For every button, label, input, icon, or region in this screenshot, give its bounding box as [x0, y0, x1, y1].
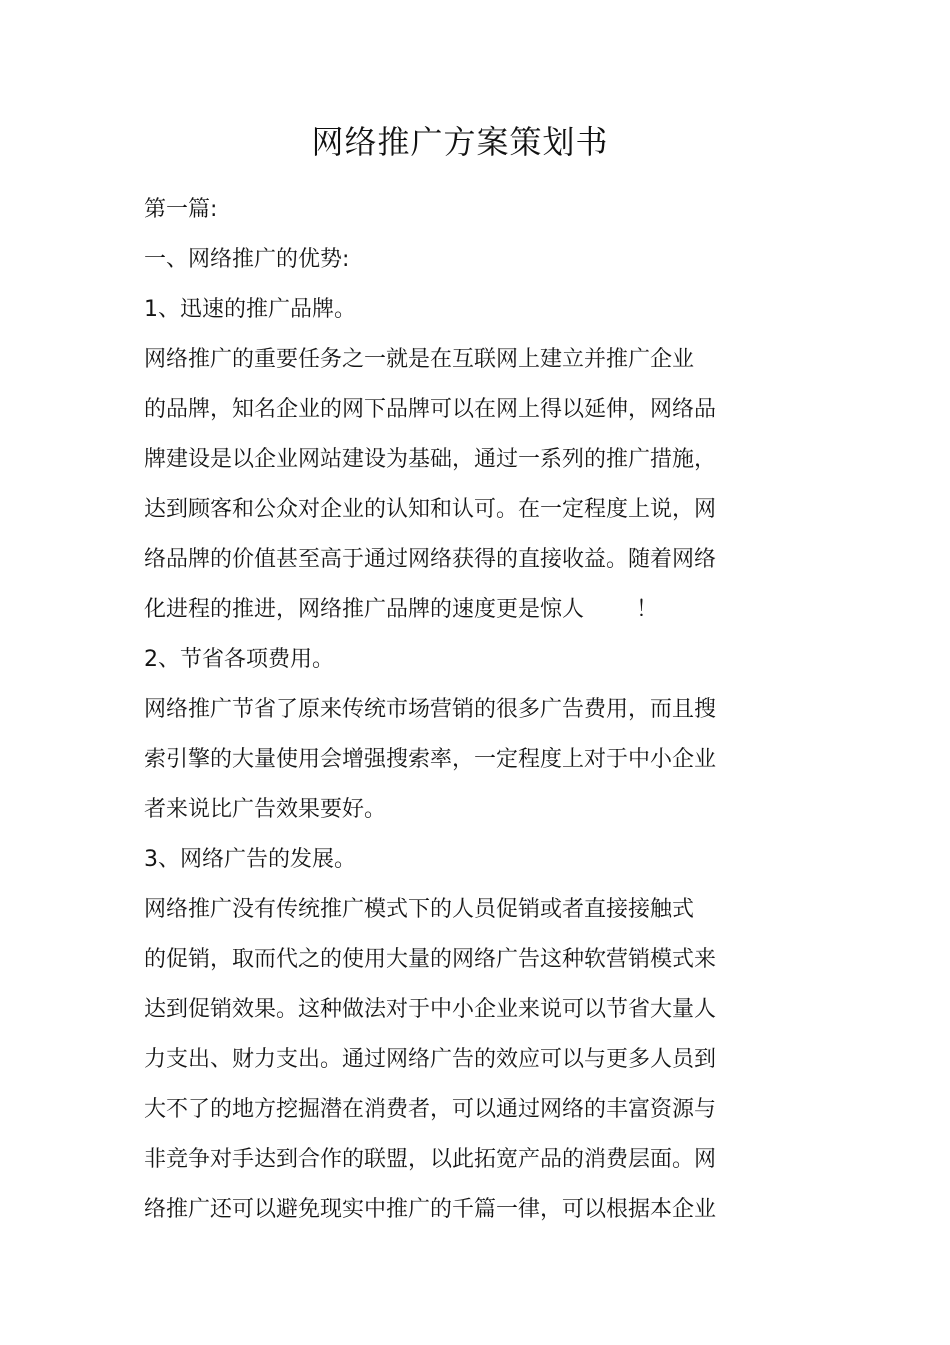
- paragraph-line: 络品牌的价值甚至高于通过网络获得的直接收益。随着网络: [144, 547, 717, 572]
- paragraph-line: 者来说比广告效果要好。: [144, 797, 387, 822]
- item-heading: 1、迅速的推广品牌。: [144, 297, 356, 322]
- subsection-heading: 一、网络推广的优势:: [144, 247, 350, 272]
- paragraph-line-text: 化进程的推进，网络推广品牌的速度更是惊人: [144, 597, 585, 622]
- paragraph-line: 的促销，取而代之的使用大量的网络广告这种软营销模式来: [144, 947, 717, 972]
- paragraph-line: 网络推广没有传统推广模式下的人员促销或者直接接触式: [144, 897, 695, 922]
- paragraph-line: 索引擎的大量使用会增强搜索率，一定程度上对于中小企业: [144, 747, 717, 772]
- paragraph-line: 力支出、财力支出。通过网络广告的效应可以与更多人员到: [144, 1047, 717, 1072]
- paragraph-line: 非竞争对手达到合作的联盟，以此拓宽产品的消费层面。网: [144, 1147, 717, 1172]
- paragraph-line: 大不了的地方挖掘潜在消费者，可以通过网络的丰富资源与: [144, 1097, 717, 1122]
- paragraph-line: 的品牌，知名企业的网下品牌可以在网上得以延伸，网络品: [144, 397, 717, 422]
- paragraph-line: 牌建设是以企业网站建设为基础，通过一系列的推广措施，: [144, 447, 717, 472]
- paragraph-line: 网络推广节省了原来传统市场营销的很多广告费用，而且搜: [144, 697, 717, 722]
- section-heading: 第一篇:: [144, 197, 218, 222]
- exclamation-mark: ！: [636, 597, 659, 622]
- paragraph-line: 网络推广的重要任务之一就是在互联网上建立并推广企业: [144, 347, 695, 372]
- document-title: 网络推广方案策划书: [311, 123, 609, 161]
- document-body: [144, 185, 744, 1235]
- paragraph-line: 络推广还可以避免现实中推广的千篇一律，可以根据本企业: [144, 1197, 717, 1222]
- paragraph-line: 达到促销效果。这种做法对于中小企业来说可以节省大量人: [144, 997, 717, 1022]
- paragraph-line-with-exclamation: [144, 585, 744, 635]
- item-heading: 2、节省各项费用。: [144, 647, 334, 672]
- item-heading: 3、网络广告的发展。: [144, 847, 356, 872]
- paragraph-line: 达到顾客和公众对企业的认知和认可。在一定程度上说，网: [144, 497, 717, 522]
